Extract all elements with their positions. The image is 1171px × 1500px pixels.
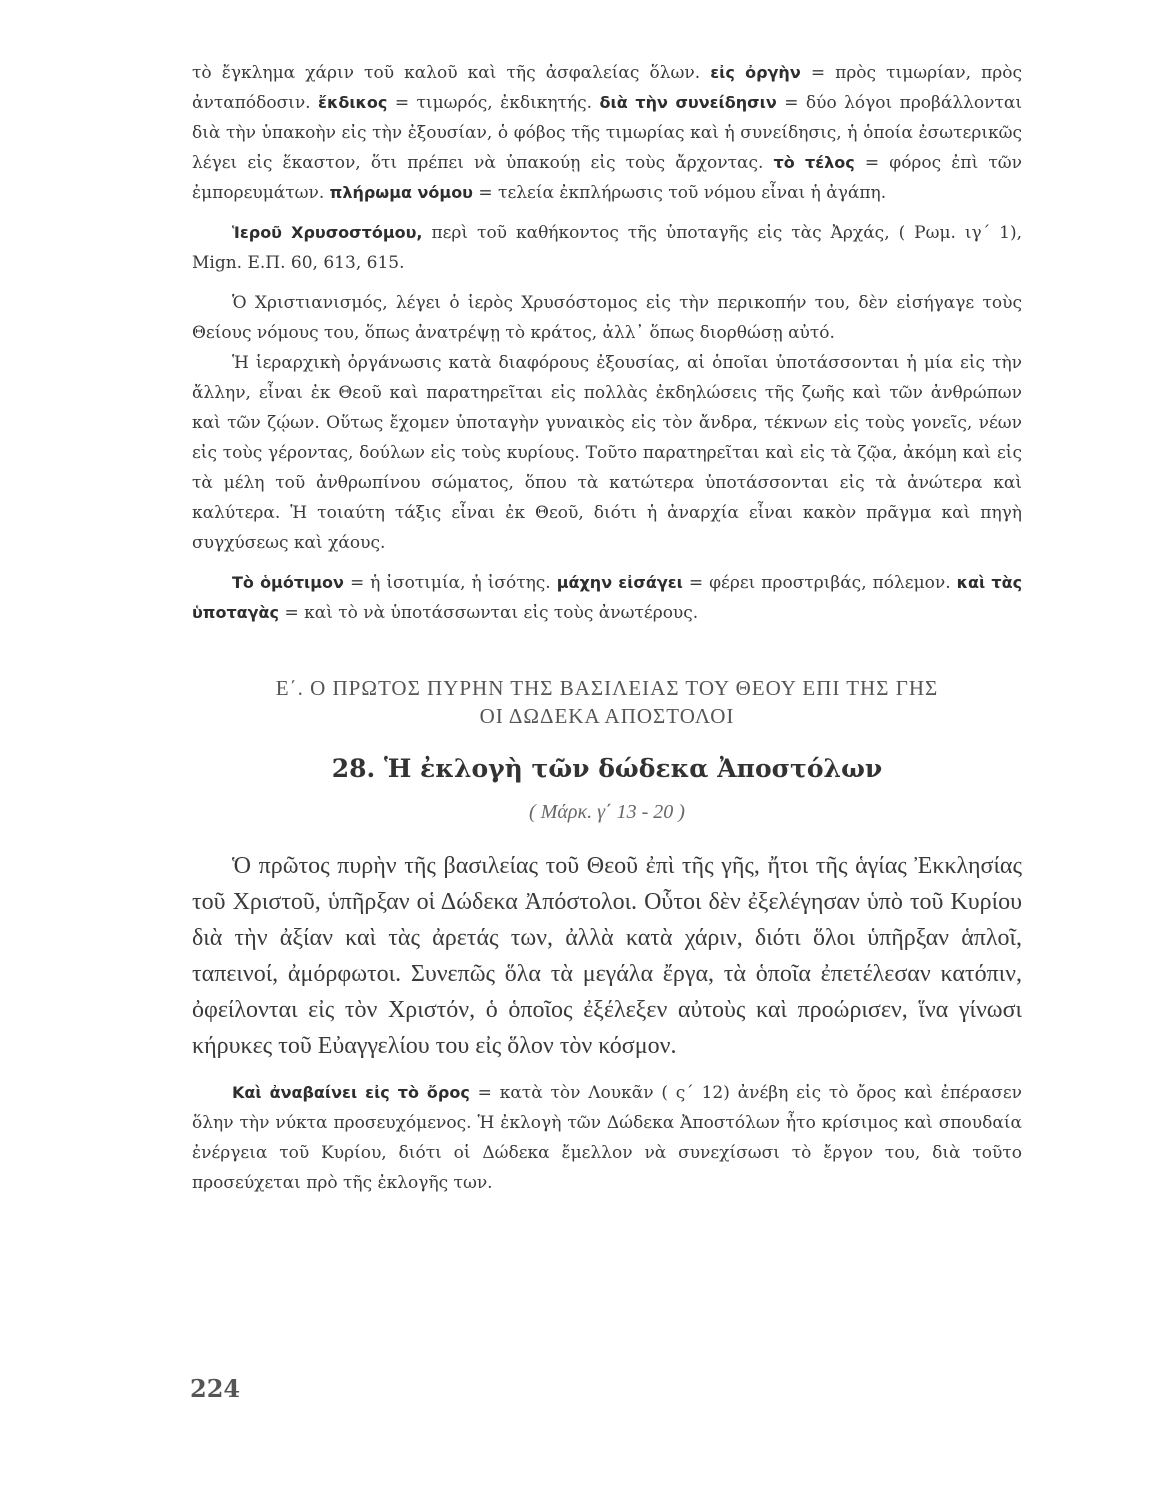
section-heading-line-1: Ε΄. Ο ΠΡΩΤΟΣ ΠΥΡΗΝ ΤΗΣ ΒΑΣΙΛΕΙΑΣ ΤΟΥ ΘΕΟΥ ΕΠΙ ΤΗΣ ΓΗΣ — [275, 676, 939, 700]
chrysostom-name: Ἱεροῦ Χρυσοστόμου, — [232, 223, 423, 242]
gloss-text: = κατὰ τὸν Λουκᾶν ( ς΄ 12) ἀνέβη εἰς τὸ ὄρος καὶ ἐπέρασεν ὅλην τὴν νύκτα προσευχόμενος. Ἡ ἐκλογὴ τῶν Δώδεκα Ἀποστόλων ἦτο κρίσιμος καὶ σπουδαία ἐνέργεια τοῦ Κυρίου, διότι οἱ Δώδεκα ἔμελλον νὰ συνεχίσωσι τὸ ἔργον του, διὰ τοῦτο προσεύχεται πρὸ τῆς ἐκλογῆς των. — [192, 1083, 1023, 1193]
page-body — [192, 58, 1022, 1198]
main-paragraph: Ὁ πρῶτος πυρὴν τῆς βασιλείας τοῦ Θεοῦ ἐπὶ τῆς γῆς, ἤτοι τῆς ἁγίας Ἐκκλησίας τοῦ Χριστοῦ, ὑπῆρξαν οἱ Δώδεκα Ἀπόστολοι. Οὗτοι δὲν ἐξελέγησαν ὑπὸ τοῦ Κυρίου διὰ τὴν ἀξίαν καὶ τὰς ἀρετάς των, ἀλλὰ κατὰ χάριν, διότι ὅλοι ὑπῆρξαν ἁπλοῖ, ταπεινοί, ἀμόρφωτοι. Συνεπῶς ὅλα τὰ μεγάλα ἔργα, τὰ ὁποῖα ἐπετέλεσαν κατόπιν, ὀφείλονται εἰς τὸν Χριστόν, ὁ ὁποῖος ἐξέλεξεν αὐτοὺς καὶ προώρισεν, ἵνα γίνωσι κήρυκες τοῦ Εὐαγγελίου του εἰς ὅλον τὸν κόσμον. — [192, 853, 1022, 1059]
gloss-term: εἰς ὀργὴν — [710, 63, 801, 82]
gloss-text: = τελεία ἐκπλήρωσις τοῦ νόμου εἶναι ἡ ἀγάπη. — [478, 183, 887, 203]
gloss-text: = ἡ ἰσοτιμία, ἡ ἰσότης. — [349, 573, 551, 593]
chrysostom-text: περὶ τοῦ καθήκοντος τῆς ὑποταγῆς εἰς τὰς Ἀρχάς, ( Ρωμ. ιγ΄ 1), Mign. Ε.Π. 60, 613, 615. — [192, 223, 1022, 273]
gloss-term: καὶ τὰς ὑποταγὰς — [192, 573, 1023, 622]
glossary-paragraph-1 — [192, 58, 1022, 208]
glossary-paragraph-3 — [192, 1078, 1022, 1198]
gloss-term: μάχην εἰσάγει — [556, 573, 683, 592]
chapter-title: 28. Ἡ ἐκλογὴ τῶν δώδεκα Ἀποστόλων — [331, 754, 883, 783]
scripture-reference: ( Μάρκ. γ΄ 13 - 20 ) — [529, 801, 685, 823]
gloss-term: πλήρωμα νόμου — [329, 183, 473, 202]
section-heading-line-2: ΟΙ ΔΩΔΕΚΑ ΑΠΟΣΤΟΛΟΙ — [479, 704, 735, 728]
gloss-text: = φέρει προστριβάς, πόλεμον. — [688, 573, 951, 593]
gloss-text: = δύο λόγοι προβάλλονται διὰ τὴν ὑπακοὴν εἰς τὴν ἐξουσίαν, ὁ φόβος τῆς τιμωρίας καὶ ἡ συνείδησις, ἡ ὁποία ἐσωτερικῶς λέγει εἰς ἕκαστον, ὅτι πρέπει νὰ ὑπακούῃ εἰς τοὺς ἄρχοντας. — [192, 93, 1023, 173]
gloss-text: = καὶ τὸ νὰ ὑποτάσσωνται εἰς τοὺς ἀνωτέρους. — [284, 603, 699, 623]
page-number: 224 — [190, 1374, 241, 1403]
chrysostom-reference — [192, 218, 1022, 278]
gloss-text: τὸ ἔγκλημα χάριν τοῦ καλοῦ καὶ τῆς ἀσφαλείας ὅλων. — [192, 63, 701, 83]
gloss-text: = πρὸς τιμωρίαν, πρὸς ἀνταπόδοσιν. — [192, 63, 1023, 113]
gloss-term: τὸ τέλος — [773, 153, 855, 172]
paragraph-christianity: Ὁ Χριστιανισμός, λέγει ὁ ἱερὸς Χρυσόστομος εἰς τὴν περικοπήν του, δὲν εἰσήγαγε τοὺς Θείους νόμους του, ὅπως ἀνατρέψῃ τὸ κράτος, ἀλλ᾽ ὅπως διορθώσῃ αὐτό. — [192, 293, 1022, 343]
gloss-term: Τὸ ὁμότιμον — [232, 573, 344, 592]
gloss-text: = φόρος ἐπὶ τῶν ἐμπορευμάτων. — [192, 153, 1023, 203]
gloss-text: = τιμωρός, ἐκδικητής. — [394, 93, 593, 113]
paragraph-hierarchy: Ἡ ἱεραρχικὴ ὀργάνωσις κατὰ διαφόρους ἐξουσίας, αἱ ὁποῖαι ὑποτάσσονται ἡ μία εἰς τὴν ἄλλην, εἶναι ἐκ Θεοῦ καὶ παρατηρεῖται εἰς πολλὰς ἐκδηλώσεις τῆς ζωῆς καὶ τῶν ἀνθρώπων καὶ τῶν ζῴων. Οὕτως ἔχομεν ὑποταγὴν γυναικὸς εἰς τὸν ἄνδρα, τέκνων εἰς τοὺς γονεῖς, νέων εἰς τοὺς γέροντας, δούλων εἰς τοὺς κυρίους. Τοῦτο παρατηρεῖται καὶ εἰς τὰ ζῷα, ἀκόμη καὶ εἰς τὰ μέλη τοῦ ἀνθρωπίνου σώματος, ὅπου τὰ κατώτερα ὑποτάσσονται εἰς τὰ ἀνώτερα καὶ καλύτερα. Ἡ τοιαύτη τάξις εἶναι ἐκ Θεοῦ, διότι ἡ ἀναρχία εἶναι κακὸν πρᾶγμα καὶ πηγὴ συγχύσεως καὶ χάους. — [192, 353, 1022, 553]
glossary-paragraph-2 — [192, 568, 1022, 628]
gloss-term: ἔκδικος — [318, 93, 388, 112]
gloss-term: διὰ τὴν συνείδησιν — [599, 93, 777, 112]
gloss-term: Καὶ ἀναβαίνει εἰς τὸ ὄρος — [232, 1083, 470, 1102]
